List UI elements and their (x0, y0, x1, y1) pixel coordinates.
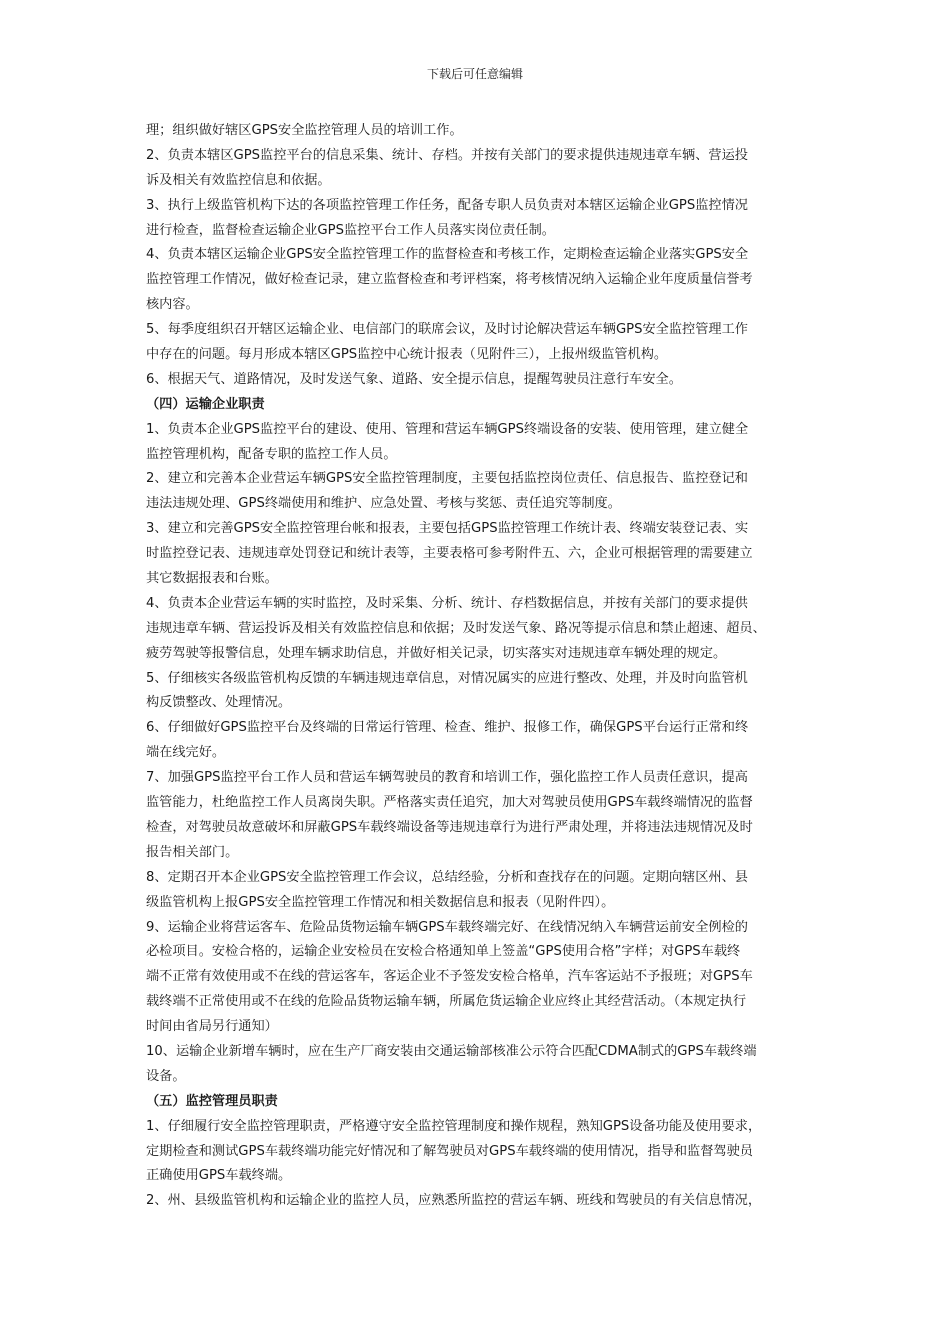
paragraph-line: 中存在的问题。每月形成本辖区GPS监控中心统计报表（见附件三），上报州级监管机构。 (146, 347, 668, 363)
paragraph-line: 时间由省局另行通知） (146, 1019, 278, 1035)
paragraph-line: 检查，对驾驶员故意破坏和屏蔽GPS车载终端设备等违规违章行为进行严肃处理，并将违法违规情况及时 (146, 819, 753, 835)
paragraph-line: 必检项目。安检合格的，运输企业安检员在安检合格通知单上签盖“GPS使用合格”字样；对GPS车载终 (146, 944, 741, 960)
paragraph-line: 其它数据报表和台账。 (146, 571, 278, 587)
paragraph-line: 1、仔细履行安全监控管理职责，严格遵守安全监控管理制度和操作规程，熟知GPS设备功能及使用要求， (146, 1118, 762, 1134)
paragraph-line: 端不正常有效使用或不在线的营运客车，客运企业不予签发安检合格单，汽车客运站不予报班；对GPS车 (146, 969, 753, 985)
paragraph-line: 2、建立和完善本企业营运车辆GPS安全监控管理制度，主要包括监控岗位责任、信息报告、监控登记和 (146, 471, 748, 487)
paragraph-line: 3、建立和完善GPS安全监控管理台帐和报表，主要包括GPS监控管理工作统计表、终端安装登记表、实 (146, 521, 749, 537)
paragraph-line: 10、运输企业新增车辆时，应在生产厂商安装由交通运输部核准公示符合匹配CDMA制式的GPS车载终端 (146, 1043, 757, 1059)
paragraph-line: 违法违规处理、GPS终端使用和维护、应急处置、考核与奖惩、责任追究等制度。 (146, 496, 621, 512)
paragraph-line: 报告相关部门。 (146, 844, 239, 860)
paragraph-line: 进行检查，监督检查运输企业GPS监控平台工作人员落实岗位责任制。 (146, 222, 555, 238)
paragraph-line: 7、加强GPS监控平台工作人员和营运车辆驾驶员的教育和培训工作，强化监控工作人员责任意识，提高 (146, 770, 748, 786)
paragraph-line: 理；组织做好辖区GPS安全监控管理人员的培训工作。 (146, 123, 463, 138)
paragraph-line: 监管能力，杜绝监控工作人员离岗失职。严格落实责任追究，加大对驾驶员使用GPS车载终端情况的监督 (146, 795, 753, 811)
document-body (146, 119, 814, 1214)
paragraph-line: 4、负责本企业营运车辆的实时监控，及时采集、分析、统计、存档数据信息，并按有关部门的要求提供 (146, 595, 748, 611)
paragraph-line: 级监管机构上报GPS安全监控管理工作情况和相关数据信息和报表（见附件四）。 (146, 894, 615, 910)
paragraph-line: 端在线完好。 (146, 745, 226, 761)
paragraph-line: 载终端不正常使用或不在线的危险品货物运输车辆，所属危货运输企业应终止其经营活动。（本规定执行 (146, 994, 747, 1010)
paragraph-line: 构反馈整改、处理情况。 (146, 695, 292, 711)
paragraph-line: 2、负责本辖区GPS监控平台的信息采集、统计、存档。并按有关部门的要求提供违规违章车辆、营运投 (146, 147, 748, 163)
paragraph-line: 2、州、县级监管机构和运输企业的监控人员，应熟悉所监控的营运车辆、班线和驾驶员的有关信息情况， (146, 1193, 762, 1209)
paragraph-line: 5、每季度组织召开辖区运输企业、电信部门的联席会议，及时讨论解决营运车辆GPS安全监控管理工作 (146, 322, 748, 338)
paragraph-line: 1、负责本企业GPS监控平台的建设、使用、管理和营运车辆GPS终端设备的安装、使用管理，建立健全 (146, 421, 749, 437)
paragraph-line: 违规违章车辆、营运投诉及相关有效监控信息和依据；及时发送气象、路况等提示信息和禁止超速、超员、 (146, 620, 766, 636)
paragraph-line: 3、执行上级监管机构下达的各项监控管理工作任务，配备专职人员负责对本辖区运输企业GPS监控情况 (146, 197, 748, 213)
paragraph-line: 8、定期召开本企业GPS安全监控管理工作会议，总结经验，分析和查找存在的问题。定期向辖区州、县 (146, 869, 748, 885)
paragraph-line: 定期检查和测试GPS车载终端功能完好情况和了解驾驶员对GPS车载终端的使用情况，指导和监督驾驶员 (146, 1143, 753, 1159)
paragraph-line: 核内容。 (146, 297, 199, 313)
paragraph-line: 4、负责本辖区运输企业GPS安全监控管理工作的监督检查和考核工作，定期检查运输企业落实GPS安全 (146, 247, 749, 263)
paragraph-line: 正确使用GPS车载终端。 (146, 1168, 292, 1184)
page-header: 下载后可任意编辑 (426, 67, 523, 81)
section-heading: （四）运输企业职责 (146, 396, 265, 412)
paragraph-line: 诉及相关有效监控信息和依据。 (146, 172, 331, 188)
paragraph-line: 9、运输企业将营运客车、危险品货物运输车辆GPS车载终端完好、在线情况纳入车辆营运前安全例检的 (146, 919, 748, 935)
section-heading: （五）监控管理员职责 (146, 1093, 278, 1109)
paragraph-line: 监控管理工作情况，做好检查记录，建立监督检查和考评档案，将考核情况纳入运输企业年度质量信誉考 (146, 272, 753, 288)
paragraph-line: 设备。 (146, 1068, 186, 1084)
paragraph-line: 6、仔细做好GPS监控平台及终端的日常运行管理、检查、维护、报修工作，确保GPS平台运行正常和终 (146, 720, 749, 736)
paragraph-line: 监控管理机构，配备专职的监控工作人员。 (146, 446, 397, 462)
paragraph-line: 时监控登记表、违规违章处罚登记和统计表等，主要表格可参考附件五、六，企业可根据管理的需要建立 (146, 546, 753, 562)
paragraph-line: 5、仔细核实各级监管机构反馈的车辆违规违章信息，对情况属实的应进行整改、处理，并及时向监管机 (146, 670, 748, 686)
paragraph-line: 疲劳驾驶等报警信息，处理车辆求助信息，并做好相关记录，切实落实对违规违章车辆处理的规定。 (146, 645, 727, 661)
paragraph-line: 6、根据天气、道路情况，及时发送气象、道路、安全提示信息，提醒驾驶员注意行车安全。 (146, 371, 682, 387)
